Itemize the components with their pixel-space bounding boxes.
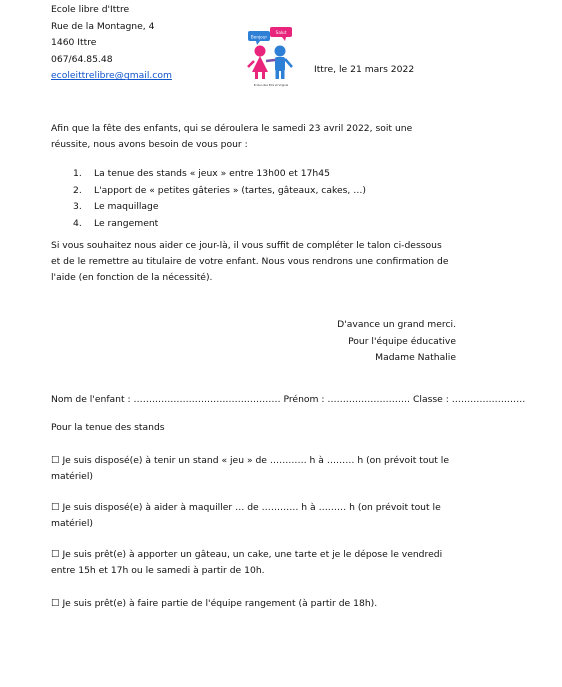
checkbox-icon[interactable]: ☐: [51, 502, 60, 513]
checkbox-icon[interactable]: ☐: [51, 598, 60, 609]
intro-paragraph: [51, 121, 412, 153]
logo-bubble-right-text: Salut: [275, 30, 287, 36]
signature-thanks: D'avance un grand merci.: [337, 319, 456, 330]
checkbox-icon[interactable]: ☐: [51, 455, 60, 466]
logo-bubble-left-text: Bonjour: [250, 34, 268, 40]
school-logo: [242, 27, 300, 89]
intro-line: Afin que la fête des enfants, qui se déroulera le samedi 23 avril 2022, soit une: [51, 123, 413, 134]
list-item: 4. Le rangement: [73, 217, 159, 229]
option-cake: ☐ Je suis prêt(e) à apporter un gâteau, un cake, une tarte et je le dépose le vendredi entre 15h et 17h ou le samedi à partir de 10h.: [51, 549, 443, 576]
school-street: Rue de la Montagne, 4: [51, 20, 155, 32]
checkbox-icon[interactable]: ☐: [51, 549, 60, 560]
option-stand: ☐ Je suis disposé(e) à tenir un stand « jeu » de ………… h à ……… h (on prévoit tout le matériel): [51, 455, 449, 482]
help-line: l'aide (en fonction de la nécessité).: [51, 271, 213, 283]
intro-line: réussite, nous avons besoin de vous pour :: [51, 138, 248, 150]
logo-girl-icon: [248, 46, 268, 80]
help-paragraph: [51, 238, 448, 285]
school-address-block: [51, 2, 172, 85]
help-line: et de le remettre au titulaire de votre enfant. Nous vous rendrons une confirmation de: [51, 255, 449, 267]
list-item: 1. La tenue des stands « jeux » entre 13h00 et 17h45: [73, 168, 330, 179]
school-email-link[interactable]: ecoleittrelibre@gmail.com: [51, 70, 172, 82]
signature-name: Madame Nathalie: [375, 352, 456, 364]
option-makeup: ☐ Je suis disposé(e) à aider à maquiller … de ………… h à ……… h (on prévoit tout le matériel): [51, 502, 441, 529]
option-cleanup: ☐ Je suis prêt(e) à faire partie de l'équipe rangement (à partir de 18h).: [51, 598, 378, 609]
school-phone: 067/64.85.48: [51, 53, 113, 65]
needs-list: [73, 166, 366, 232]
signature-team: Pour l'équipe éducative: [348, 335, 456, 347]
letter-date: Ittre, le 21 mars 2022: [314, 64, 415, 75]
stands-heading: Pour la tenue des stands: [51, 422, 165, 433]
help-line: Si vous souhaitez nous aider ce jour-là, il vous suffit de compléter le talon ci-dessous: [51, 240, 442, 251]
school-name: Ecole libre d'Ittre: [51, 4, 130, 15]
child-info-line: Nom de l'enfant : ………………………………………… Prénom : ……………………… Classe : ……………………: [51, 394, 526, 405]
logo-caption: Ecole Libre Ittre et Virginal: [253, 84, 289, 87]
logo-boy-icon: [275, 46, 293, 80]
list-item: 2. L'apport de « petites gâteries » (tartes, gâteaux, cakes, …): [73, 184, 367, 196]
signature-block: [337, 317, 456, 367]
list-item: 3. Le maquillage: [73, 201, 159, 212]
school-city: 1460 Ittre: [51, 37, 97, 49]
